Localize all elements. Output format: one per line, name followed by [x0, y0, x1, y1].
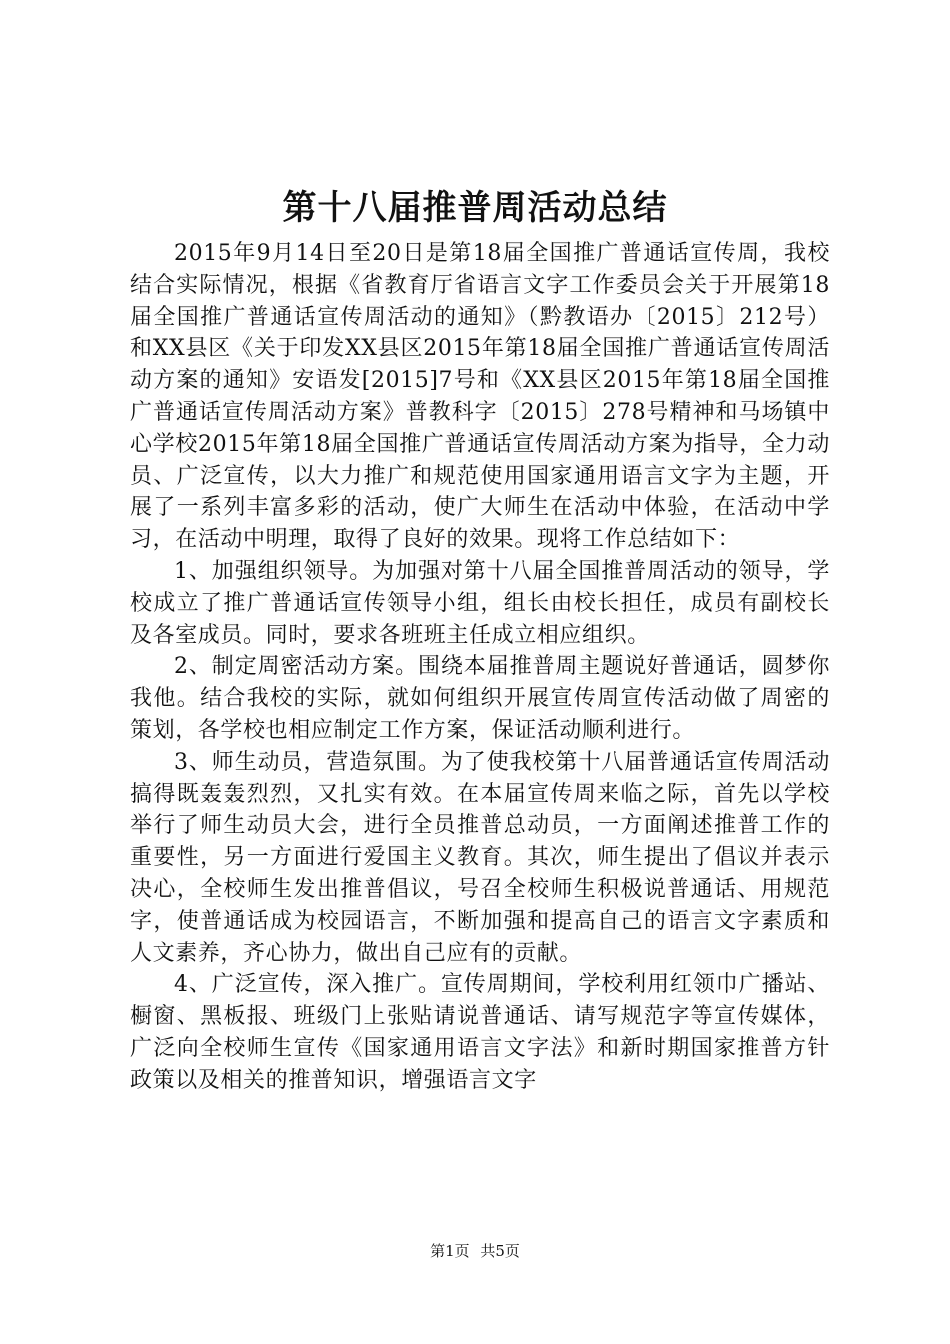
paragraph-item-3: 3、师生动员，营造氛围。为了使我校第十八届普通话宣传周活动搞得既轰轰烈烈，又扎实有效。在本届宣传周来临之际，首先以学校举行了师生动员大会，进行全员推普总动员，一方面阐述推普工作的重要性，另一方面进行爱国主义教育。其次，师生提出了倡议并表示决心，全校师生发出推普倡议，号召全校师生积极说普通话、用规范字，使普通话成为校园语言，不断加强和提高自己的语言文字素质和人文素养，齐心协力，做出自己应有的贡献。: [130, 749, 830, 966]
document-body: [130, 238, 830, 1097]
paragraph-intro: 2015年9月14日至20日是第18届全国推广普通话宣传周，我校结合实际情况，根据《省教育厅省语言文字工作委员会关于开展第18届全国推广普通话宣传周活动的通知》（黔教语办〔2015〕212号）和XX县区《关于印发XX县区2015年第18届全国推广普通话宣传周活动方案的通知》安语发[2015]7号和《XX县区2015年第18届全国推广普通话宣传周活动方案》普教科字〔2015〕278号精神和马场镇中心学校2015年第18届全国推广普通话宣传周活动方案为指导，全力动员、广泛宣传，以大力推广和规范使用国家通用语言文字为主题，开展了一系列丰富多彩的活动，使广大师生在活动中体验，在活动中学习，在活动中明理，取得了良好的效果。现将工作总结如下：: [130, 241, 830, 553]
document-title: 第十八届推普周活动总结: [282, 188, 668, 228]
paragraph-item-2: 2、制定周密活动方案。围绕本届推普周主题说好普通话，圆梦你我他。结合我校的实际，就如何组织开展宣传周宣传活动做了周密的策划，各学校也相应制定工作方案，保证活动顺利进行。: [130, 654, 830, 743]
paragraph-item-1: 1、加强组织领导。为加强对第十八届全国推普周活动的领导，学校成立了推广普通话宣传领导小组，组长由校长担任，成员有副校长及各室成员。同时，要求各班班主任成立相应组织。: [130, 558, 830, 648]
page-number: 第1页: [430, 1242, 470, 1260]
page-footer: [0, 1240, 950, 1262]
paragraph-item-4: 4、广泛宣传，深入推广。宣传周期间，学校利用红领巾广播站、橱窗、黑板报、班级门上张贴请说普通话、请写规范字等宣传媒体，广泛向全校师生宣传《国家通用语言文字法》和新时期国家推普方针政策以及相关的推普知识，增强语言文字: [130, 972, 830, 1093]
page-total: 共5页: [480, 1242, 520, 1260]
